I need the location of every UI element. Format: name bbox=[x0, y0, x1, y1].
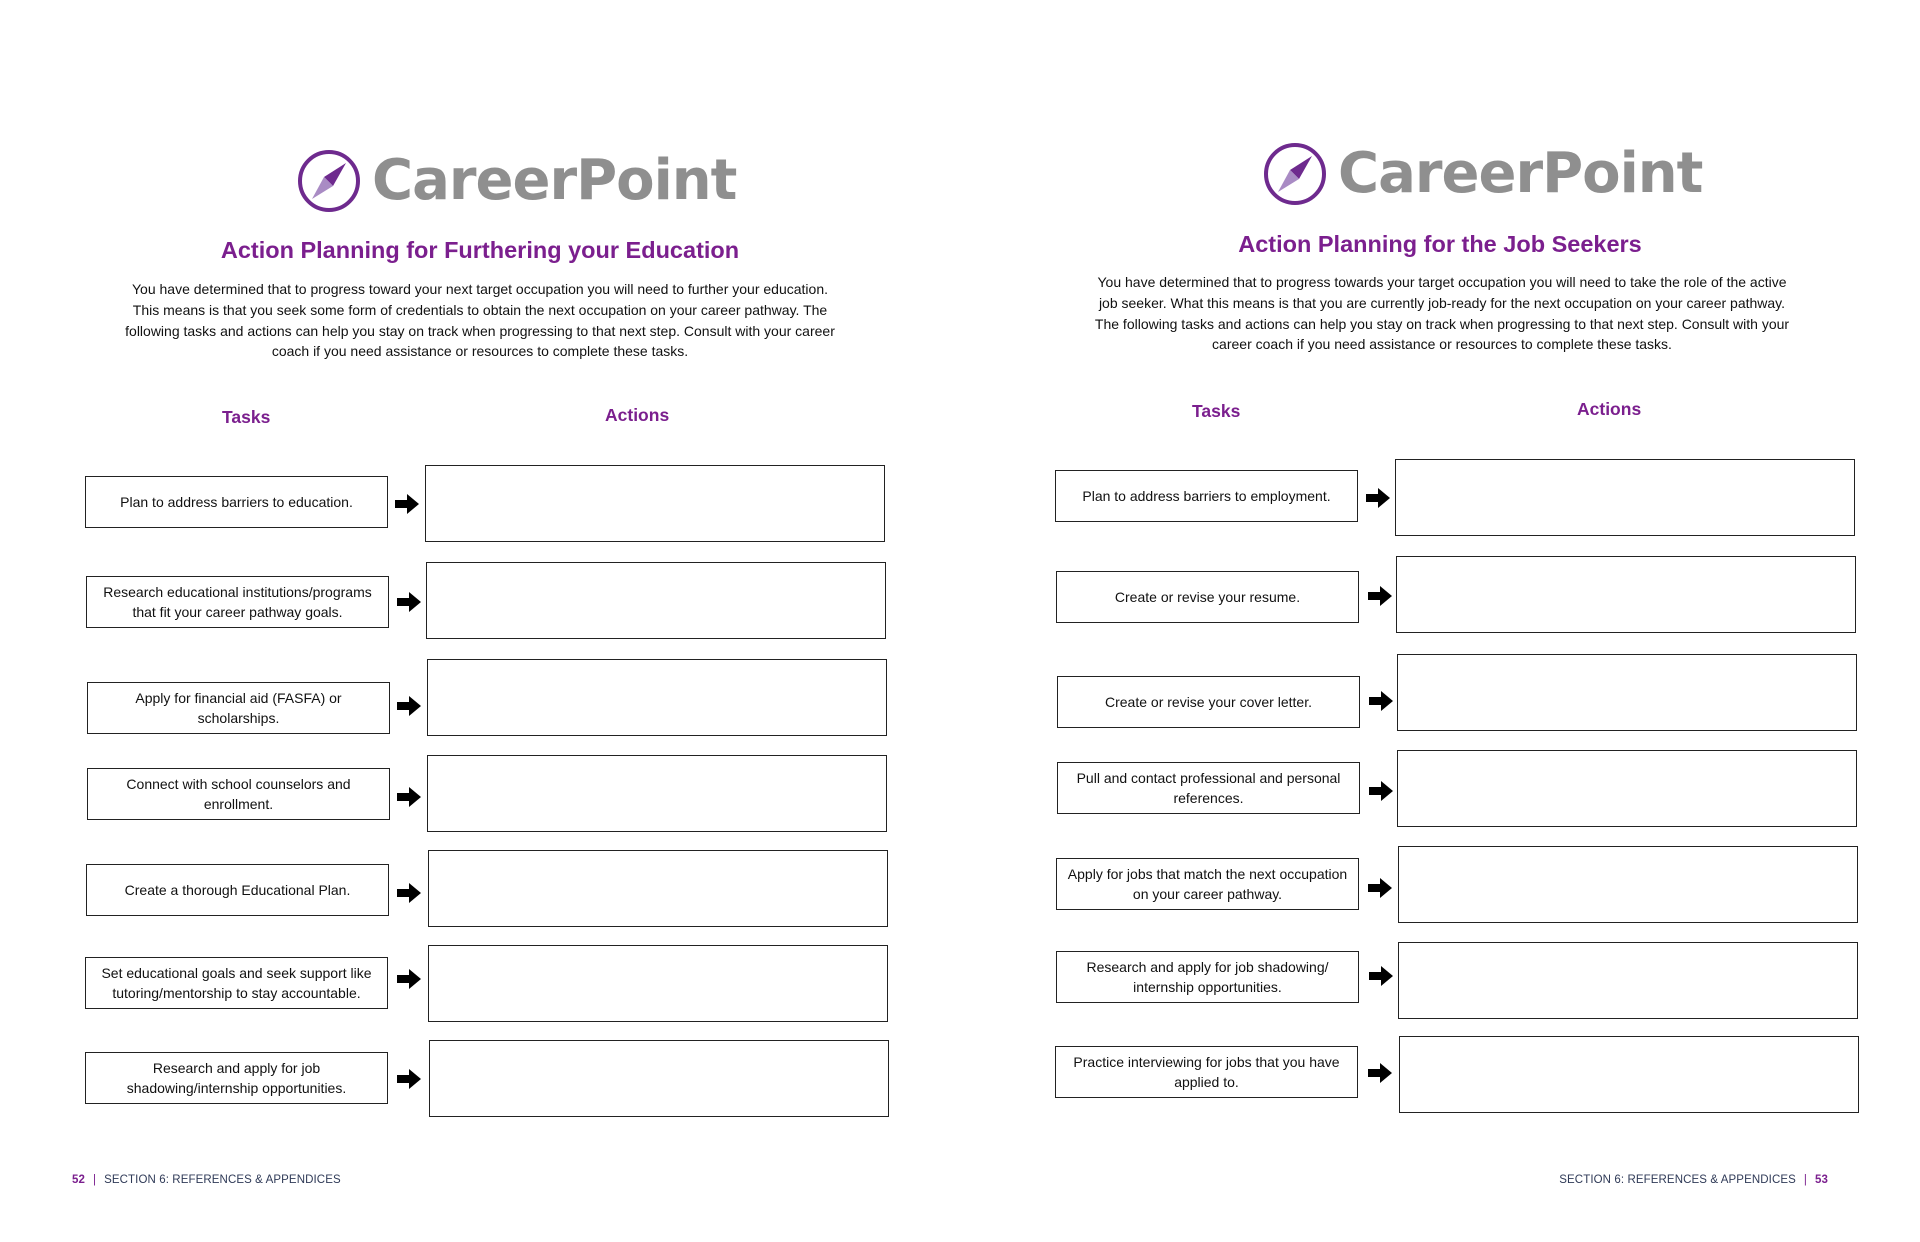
arrow-right-icon bbox=[397, 883, 421, 903]
action-input-box[interactable] bbox=[1398, 846, 1858, 923]
task-box: Set educational goals and seek support like tutoring/mentorship to stay accountable. bbox=[85, 957, 388, 1009]
careerpoint-logo bbox=[296, 148, 736, 214]
tasks-header: Tasks bbox=[1192, 401, 1241, 421]
page-title: Action Planning for Furthering your Education bbox=[220, 237, 740, 263]
careerpoint-logo bbox=[1262, 141, 1702, 207]
intro-line: job seeker. What this means is that you are currently job-ready for the next occupation on your career pathway. bbox=[1098, 294, 1786, 311]
task-box: Apply for jobs that match the next occupation on your career pathway. bbox=[1056, 858, 1359, 910]
logo-text: CareerPoint bbox=[1338, 141, 1703, 206]
page-footer bbox=[72, 1174, 341, 1186]
action-input-box[interactable] bbox=[427, 659, 887, 736]
compass-icon bbox=[1262, 141, 1328, 207]
actions-header: Actions bbox=[605, 405, 670, 425]
arrow-right-icon bbox=[1368, 586, 1392, 606]
action-input-box[interactable] bbox=[426, 562, 886, 639]
footer-separator: | bbox=[93, 1174, 97, 1186]
action-input-box[interactable] bbox=[1398, 942, 1858, 1019]
compass-icon bbox=[296, 148, 362, 214]
intro-paragraph bbox=[90, 279, 870, 362]
task-box: Research and apply for job shadowing/ internship opportunities. bbox=[1056, 951, 1359, 1003]
arrow-right-icon bbox=[1368, 1063, 1392, 1083]
task-box: Pull and contact professional and personal references. bbox=[1057, 762, 1360, 814]
action-input-box[interactable] bbox=[1397, 750, 1857, 827]
actions-header: Actions bbox=[1577, 399, 1642, 419]
intro-line: coach if you need assistance or resources to complete these tasks. bbox=[271, 343, 689, 360]
tasks-header: Tasks bbox=[222, 407, 271, 427]
task-box: Create a thorough Educational Plan. bbox=[86, 864, 389, 916]
task-box: Research and apply for job shadowing/internship opportunities. bbox=[85, 1052, 388, 1104]
action-input-box[interactable] bbox=[1399, 1036, 1859, 1113]
section-label: SECTION 6: REFERENCES & APPENDICES bbox=[1559, 1174, 1796, 1186]
arrow-right-icon bbox=[1369, 966, 1393, 986]
task-box: Research educational institutions/programs that fit your career pathway goals. bbox=[86, 576, 389, 628]
intro-line: The following tasks and actions can help you stay on track when progressing to that next step. Consult with your bbox=[1094, 315, 1790, 332]
task-box: Plan to address barriers to employment. bbox=[1055, 470, 1358, 522]
page-title: Action Planning for the Job Seekers bbox=[1238, 231, 1642, 257]
intro-line: You have determined that to progress towards your target occupation you will need to take the role of the active bbox=[1097, 274, 1787, 290]
page-right bbox=[960, 0, 1920, 1242]
arrow-right-icon bbox=[1369, 691, 1393, 711]
task-box: Plan to address barriers to education. bbox=[85, 476, 388, 528]
intro-line: career coach if you need assistance or resources to complete these tasks. bbox=[1212, 336, 1672, 353]
task-box: Connect with school counselors and enrollment. bbox=[87, 768, 390, 820]
task-box: Create or revise your resume. bbox=[1056, 571, 1359, 623]
intro-line: This means is that you seek some form of credentials to obtain the next occupation on your career pathway. The bbox=[132, 301, 828, 318]
action-input-box[interactable] bbox=[1395, 459, 1855, 536]
action-input-box[interactable] bbox=[1396, 556, 1856, 633]
task-box: Practice interviewing for jobs that you have applied to. bbox=[1055, 1046, 1358, 1098]
arrow-right-icon bbox=[397, 787, 421, 807]
action-input-box[interactable] bbox=[1397, 654, 1857, 731]
intro-line: following tasks and actions can help you stay on track when progressing to that next step. Consult with your career bbox=[125, 322, 835, 339]
arrow-right-icon bbox=[395, 494, 419, 514]
arrow-right-icon bbox=[1368, 878, 1392, 898]
action-input-box[interactable] bbox=[425, 465, 885, 542]
task-box: Apply for financial aid (FASFA) or scholarships. bbox=[87, 682, 390, 734]
task-box: Create or revise your cover letter. bbox=[1057, 676, 1360, 728]
arrow-right-icon bbox=[397, 1069, 421, 1089]
action-input-box[interactable] bbox=[429, 1040, 889, 1117]
arrow-right-icon bbox=[397, 696, 421, 716]
action-input-box[interactable] bbox=[427, 755, 887, 832]
logo-text: CareerPoint bbox=[372, 148, 737, 213]
page-number: 53 bbox=[1815, 1174, 1828, 1186]
page-number: 52 bbox=[72, 1174, 85, 1186]
action-input-box[interactable] bbox=[428, 850, 888, 927]
arrow-right-icon bbox=[1369, 781, 1393, 801]
arrow-right-icon bbox=[397, 969, 421, 989]
section-label: SECTION 6: REFERENCES & APPENDICES bbox=[104, 1174, 341, 1186]
footer-separator: | bbox=[1803, 1174, 1807, 1186]
arrow-right-icon bbox=[1366, 488, 1390, 508]
action-input-box[interactable] bbox=[428, 945, 888, 1022]
intro-paragraph bbox=[1052, 272, 1832, 355]
page-footer bbox=[1559, 1174, 1828, 1186]
arrow-right-icon bbox=[397, 592, 421, 612]
intro-line: You have determined that to progress toward your next target occupation you will need to further your education. bbox=[131, 281, 828, 297]
